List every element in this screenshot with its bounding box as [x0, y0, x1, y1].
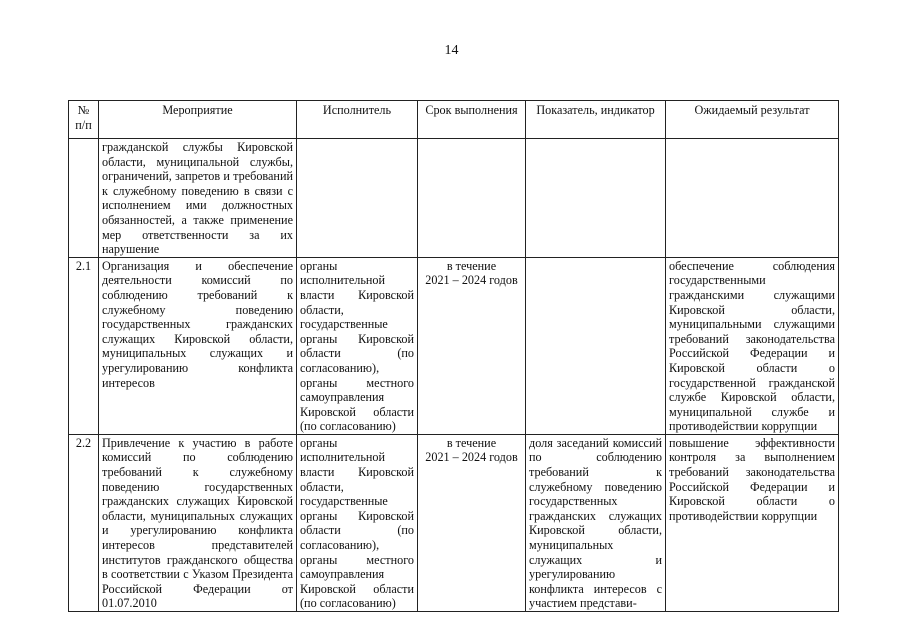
header-term: Срок выполнения: [418, 101, 526, 139]
row-activity: Привлечение к участию в работе комиссий по соблюдению требований к служебному поведению государственных гражданских служащих Кировской области, муниципальных служащих и урегулированию конфликта интересов представителей институтов гражданского общества в соответствии с Указом Президента Российской Федерации от 01.07.2010: [99, 434, 297, 611]
row-executor: органы исполнительной власти Кировской области, государственные органы Кировской области (по согласованию), органы местного самоуправления Кировской области (по согласованию): [297, 257, 418, 434]
row-num: 2.1: [69, 257, 99, 434]
row-term: в течение 2021 – 2024 годов: [418, 434, 526, 611]
table-row: [69, 434, 839, 611]
plan-table: [68, 100, 839, 612]
table-header-row: [69, 101, 839, 139]
header-result: Ожидаемый результат: [666, 101, 839, 139]
row-activity: гражданской службы Кировской области, муниципальной службы, ограничений, запретов и требований к служебному поведению в связи с исполнением ими должностных обязанностей, а также применение мер ответственности за их нарушение: [99, 139, 297, 258]
row-term: в течение 2021 – 2024 годов: [418, 257, 526, 434]
row-num: [69, 139, 99, 258]
row-executor: органы исполнительной власти Кировской области, государственные органы Кировской области (по согласованию), органы местного самоуправления Кировской области (по согласованию): [297, 434, 418, 611]
row-num: 2.2: [69, 434, 99, 611]
header-activity: Мероприятие: [99, 101, 297, 139]
table-row: [69, 139, 839, 258]
header-num: № п/п: [69, 101, 99, 139]
header-indicator: Показатель, индикатор: [526, 101, 666, 139]
row-result: обеспечение соблюдения государственными гражданскими служащими Кировской области, муниципальными служащими требований законодательства Российской Федерации и Кировской области о государственной гражданской службе Кировской области, муниципальной службе и противодействии коррупции: [666, 257, 839, 434]
row-executor: [297, 139, 418, 258]
header-executor: Исполнитель: [297, 101, 418, 139]
row-result: [666, 139, 839, 258]
row-indicator: [526, 139, 666, 258]
row-indicator: доля заседаний комиссий по соблюдению требований к служебному поведению государственных гражданских служащих Кировской области, муниципальных служащих и урегулированию конфликта интересов с участием представи-: [526, 434, 666, 611]
row-indicator: [526, 257, 666, 434]
row-result: повышение эффективности контроля за выполнением требований законодательства Российской Федерации и Кировской области о противодействии коррупции: [666, 434, 839, 611]
row-activity: Организация и обеспечение деятельности комиссий по соблюдению требований к служебному поведению государственных гражданских служащих Кировской области, муниципальных служащих и урегулированию конфликта интересов: [99, 257, 297, 434]
page-number: 14: [444, 43, 459, 58]
row-term: [418, 139, 526, 258]
table-row: [69, 257, 839, 434]
